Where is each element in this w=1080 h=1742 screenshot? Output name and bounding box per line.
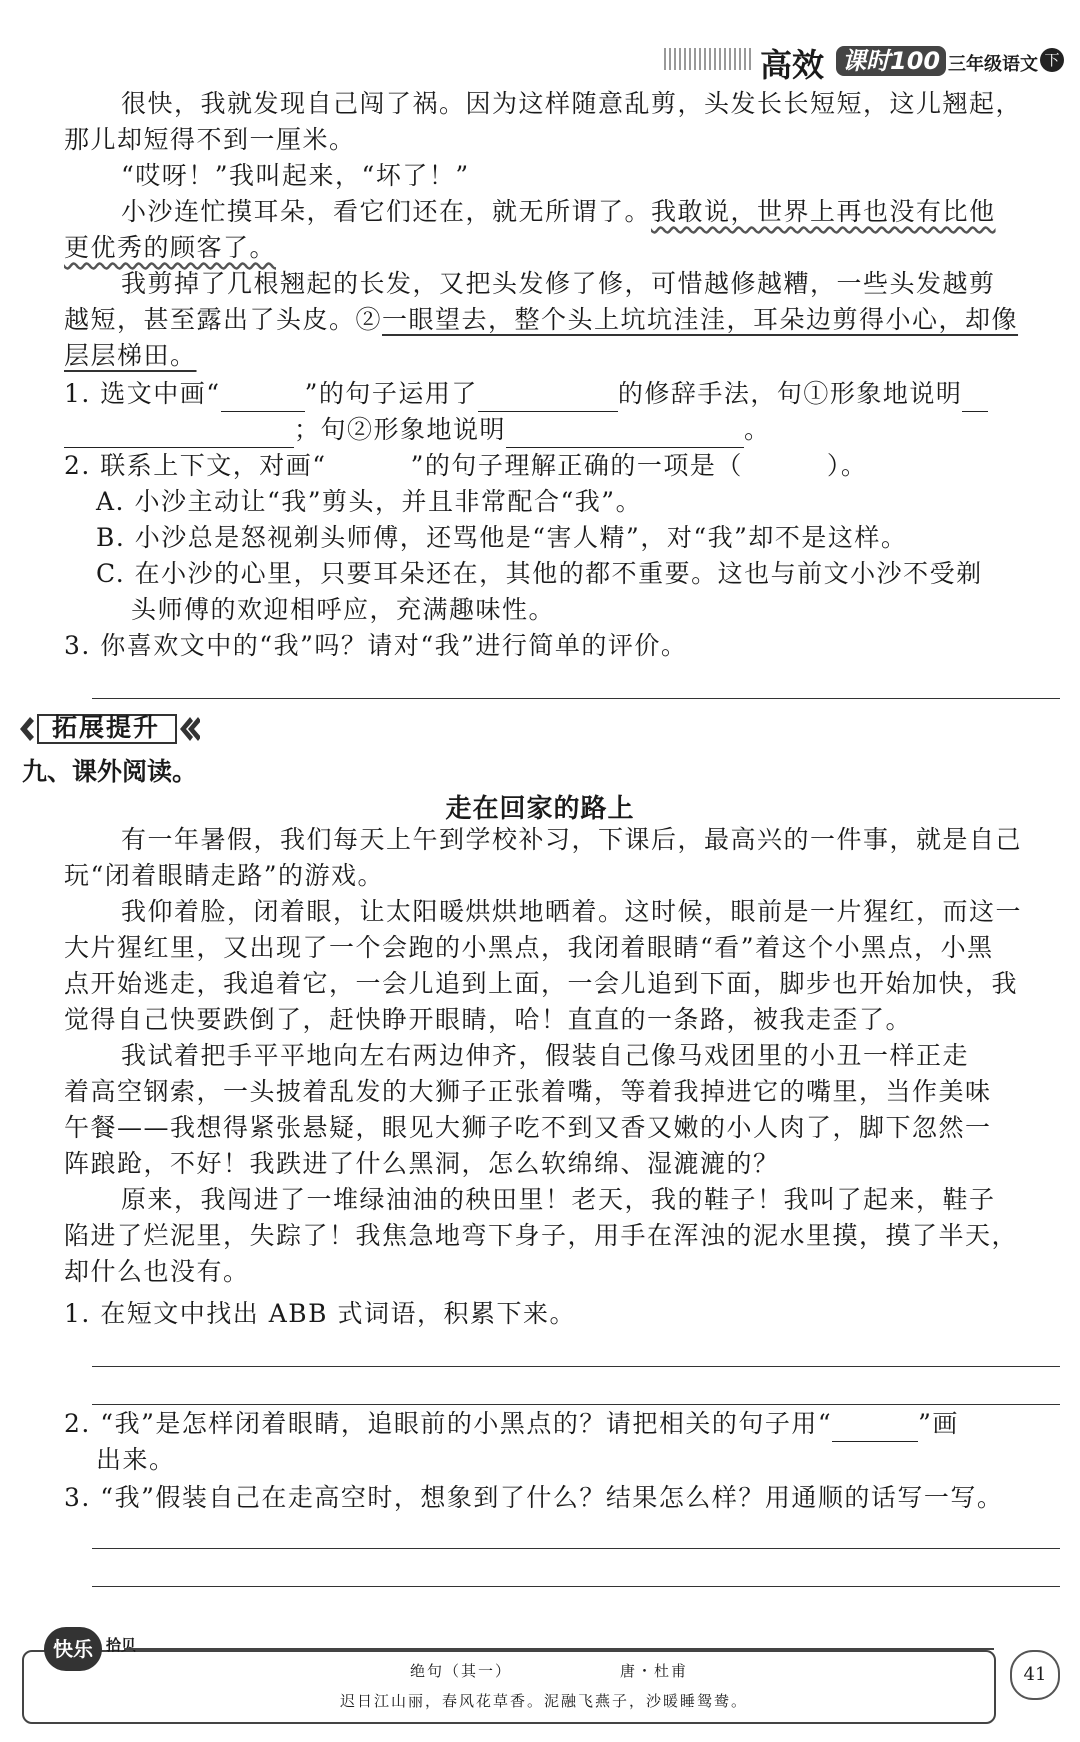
story-line: 陷进了烂泥里，失踪了！我焦急地弯下身子，用手在浑浊的泥水里摸，摸了半天， bbox=[64, 1221, 1019, 1250]
option-c-cont: 头师傅的欢迎相呼应，充满趣味性。 bbox=[131, 595, 556, 624]
option-a[interactable]: A. 小沙主动让“我”剪头，并且非常配合“我”。 bbox=[96, 487, 643, 516]
question-b2-cont: 出来。 bbox=[96, 1445, 176, 1474]
question-b2 bbox=[64, 1406, 1054, 1442]
header-decoration bbox=[664, 48, 754, 70]
question-text: ”的句子理解正确的一项是（ bbox=[410, 451, 743, 480]
footer-label: 拾贝 bbox=[106, 1636, 137, 1654]
wavy-underlined-sentence: 我敢说，世界上再也没有比他 bbox=[651, 197, 996, 226]
passage-line bbox=[64, 302, 1054, 338]
question-text: 1. 选文中画“ bbox=[64, 379, 221, 408]
story-line: 我试着把手平平地向左右两边伸齐，假装自己像马戏团里的小丑一样正走 bbox=[121, 1041, 970, 1070]
story-line: 点开始逃走，我追着它，一会儿追到上面，一会儿追到下面，脚步也开始加快，我 bbox=[64, 969, 1019, 998]
passage-line bbox=[64, 338, 1054, 374]
question-text: ；句②形象地说明 bbox=[294, 415, 507, 444]
question-text: 。 bbox=[744, 415, 771, 444]
question-1 bbox=[64, 376, 1054, 412]
story-line: 我仰着脸，闭着眼，让太阳暖烘烘地晒着。这时候，眼前是一片猩红，而这一 bbox=[121, 897, 1023, 926]
question-text: ”画 bbox=[918, 1409, 959, 1438]
wavy-blank bbox=[327, 458, 411, 484]
answer-line[interactable] bbox=[92, 1548, 1060, 1549]
poem-text: 迟日江山丽，春风花草香。泥融飞燕子，沙暖睡鸳鸯。 bbox=[340, 1692, 749, 1710]
question-b1: 1. 在短文中找出 ABB 式词语，积累下来。 bbox=[64, 1299, 576, 1328]
question-b3: 3. “我”假装自己在走高空时，想象到了什么？结果怎么样？用通顺的话写一写。 bbox=[64, 1483, 1004, 1512]
story-line: 着高空钢索，一头披着乱发的大狮子正张着嘴，等着我掉进它的嘴里，当作美味 bbox=[64, 1077, 992, 1106]
story-title: 走在回家的路上 bbox=[445, 794, 635, 824]
answer-blank[interactable] bbox=[64, 421, 294, 448]
passage-line: 那儿却短得不到一厘米。 bbox=[64, 125, 356, 154]
option-b[interactable]: B. 小沙总是怒视剃头师傅，还骂他是“害人精”，对“我”却不是这样。 bbox=[96, 523, 908, 552]
answer-blank[interactable] bbox=[506, 421, 744, 448]
story-line: 阵踉跄，不好！我跌进了什么黑洞，怎么软绵绵、湿漉漉的？ bbox=[64, 1149, 780, 1178]
passage-line bbox=[64, 194, 1054, 230]
story-line: 有一年暑假，我们每天上午到学校补习，下课后，最高兴的一件事，就是自己 bbox=[121, 825, 1023, 854]
page-number: 41 bbox=[1010, 1650, 1060, 1700]
question-3: 3. 你喜欢文中的“我”吗？请对“我”进行简单的评价。 bbox=[64, 631, 688, 660]
passage-line: 我剪掉了几根翘起的长发，又把头发修了修，可惜越修越糟，一些头发越剪 bbox=[121, 269, 996, 298]
option-c[interactable]: C. 在小沙的心里，只要耳朵还在，其他的都不重要。这也与前文小沙不受剃 bbox=[96, 559, 983, 588]
answer-blank[interactable] bbox=[221, 385, 305, 412]
question-text: ”的句子运用了 bbox=[304, 379, 478, 408]
book-subtitle: 课时100 bbox=[836, 46, 946, 76]
section-title: 九、课外阅读。 bbox=[22, 757, 198, 786]
question-2 bbox=[64, 448, 1054, 484]
question-text: 的修辞手法，句①形象地说明 bbox=[617, 379, 963, 408]
question-1-cont bbox=[64, 412, 1054, 448]
story-line: 原来，我闯进了一堆绿油油的秧田里！老天，我的鞋子！我叫了起来，鞋子 bbox=[121, 1185, 996, 1214]
poem-title: 绝句（其一） bbox=[410, 1662, 513, 1680]
section-banner-label: 拓展提升 bbox=[52, 713, 161, 742]
footer-logo: 快乐 bbox=[44, 1627, 102, 1671]
passage-text: 小沙连忙摸耳朵，看它们还在，就无所谓了。 bbox=[121, 197, 652, 226]
question-text: ）。 bbox=[826, 451, 868, 480]
passage-text: 越短，甚至露出了头皮。② bbox=[64, 305, 383, 334]
story-line: 却什么也没有。 bbox=[64, 1257, 250, 1286]
answer-blank[interactable] bbox=[478, 385, 618, 412]
underlined-sentence: 一眼望去，整个头上坑坑洼洼，耳朵边剪得小心，却像 bbox=[382, 305, 1019, 334]
question-text: 2. “我”是怎样闭着眼睛，追眼前的小黑点的？请把相关的句子用“ bbox=[64, 1409, 833, 1438]
story-line: 大片猩红里，又出现了一个会跑的小黑点，我闭着眼睛“看”着这个小黑点，小黑 bbox=[64, 933, 994, 962]
answer-line[interactable] bbox=[92, 698, 1060, 699]
answer-blank[interactable] bbox=[962, 385, 988, 412]
passage-line bbox=[64, 230, 1054, 266]
footer-divider bbox=[124, 1648, 994, 1650]
story-line: 玩“闭着眼睛走路”的游戏。 bbox=[64, 861, 385, 890]
underlined-sentence: 层层梯田。 bbox=[64, 341, 197, 370]
question-text: 2. 联系上下文，对画“ bbox=[64, 451, 327, 480]
story-line: 午餐——我想得紧张悬疑，眼见大狮子吃不到又香又嫩的小人肉了，脚下忽然一 bbox=[64, 1113, 992, 1142]
volume-badge: 下 bbox=[1040, 48, 1064, 72]
grade-label: 三年级语文 bbox=[948, 54, 1038, 75]
answer-line[interactable] bbox=[92, 1586, 1060, 1587]
passage-line: “哎呀！”我叫起来，“坏了！” bbox=[121, 161, 470, 190]
book-title: 高效 bbox=[760, 46, 825, 84]
passage-line: 很快，我就发现自己闯了祸。因为这样随意乱剪，头发长长短短，这儿翘起， bbox=[121, 89, 1023, 118]
wavy-underlined-sentence: 更优秀的顾客了。 bbox=[64, 233, 277, 262]
chevron-left-icon bbox=[20, 717, 34, 741]
poem-author: 唐・杜甫 bbox=[620, 1662, 689, 1680]
answer-line[interactable] bbox=[92, 1366, 1060, 1367]
answer-blank[interactable] bbox=[832, 1415, 918, 1442]
story-line: 觉得自己快要跌倒了，赶快睁开眼睛，哈！直直的一条路，被我走歪了。 bbox=[64, 1005, 913, 1034]
answer-line[interactable] bbox=[92, 1404, 1060, 1405]
